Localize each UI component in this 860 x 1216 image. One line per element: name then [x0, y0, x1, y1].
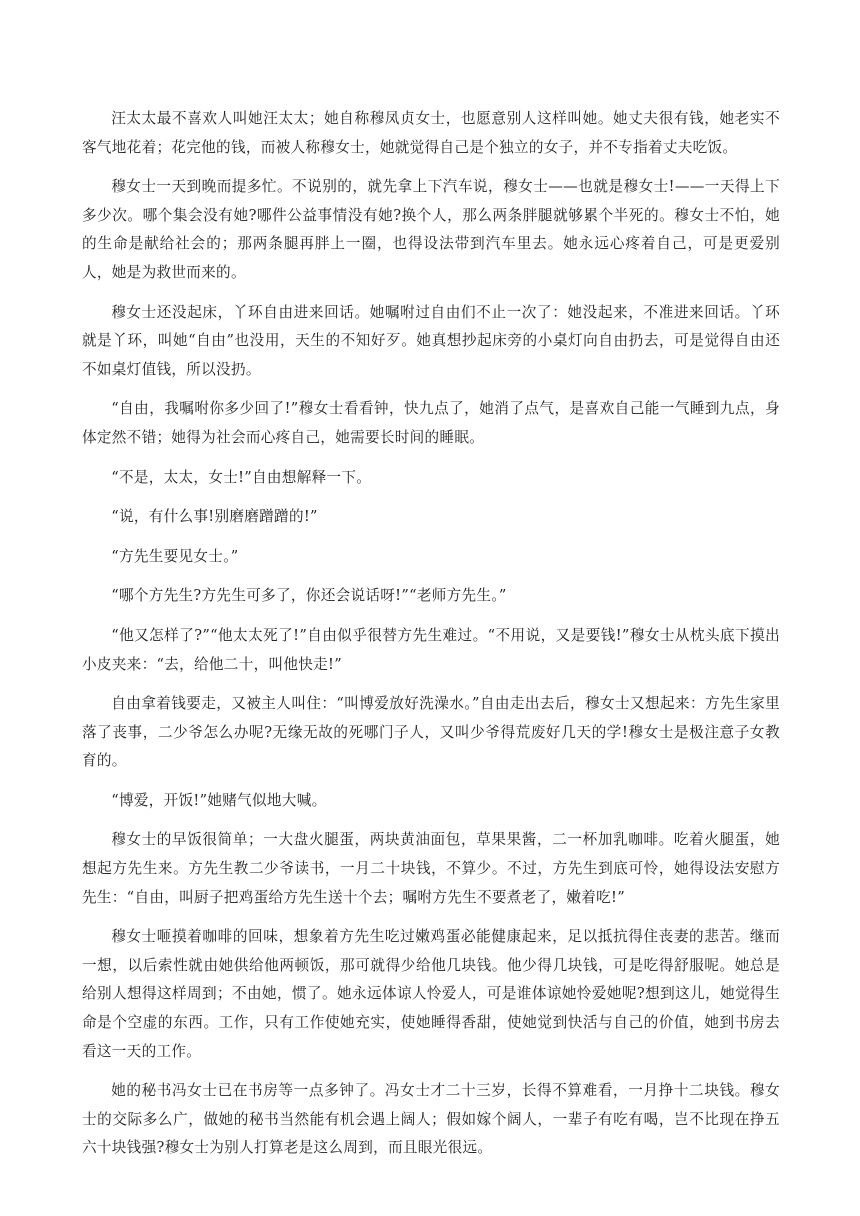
- document-body: [82, 105, 780, 1174]
- paragraph: 穆女士咂摸着咖啡的回味，想象着方先生吃过嫩鸡蛋必能健康起来，足以抵抗得住丧妻的悲苦。继而一想，以后索性就由她供给他两顿饭，那可就得少给他几块钱。他少得几块钱，可是吃得舒服呢。她总是给别人想得这样周到；不由她，惯了。她永远体谅人怜爱人，可是谁体谅她怜爱她呢?想到这儿，她觉得生命是个空虚的东西。工作，只有工作使她充实，使她睡得香甜，使她觉到快活与自己的价值，她到书房去看这一天的工作。: [82, 928, 780, 1060]
- paragraph: “说，有什么事!别磨磨蹭蹭的!”: [111, 508, 318, 526]
- paragraph: 她的秘书冯女士已在书房等一点多钟了。冯女士才二十三岁，长得不算难看，一月挣十二块钱。穆女士的交际多么广，做她的秘书当然能有机会遇上阔人；假如嫁个阔人，一辈子有吃有喝，岂不比现在挣五六十块钱强?穆女士为别人打算老是这么周到，而且眼光很远。: [82, 1082, 780, 1157]
- paragraph: “不是，太太，女士!”自由想解释一下。: [111, 468, 372, 486]
- paragraph: “自由，我嘱咐你多少回了!”穆女士看看钟，快九点了，她消了点气，是喜欢自己能一气睡到九点，身体定然不错；她得为社会而心疼自己，她需要长时间的睡眠。: [82, 400, 780, 446]
- paragraph: 穆女士还没起床，丫环自由进来回话。她嘱咐过自由们不止一次了：她没起来，不准进来回话。丫环就是丫环，叫她“自由”也没用，天生的不知好歹。她真想抄起床旁的小桌灯向自由扔去，可是觉得自由还不如桌灯值钱，所以没扔。: [82, 303, 780, 378]
- paragraph: 穆女士一天到晚而提多忙。不说别的，就先拿上下汽车说，穆女士——也就是穆女士!——一天得上下多少次。哪个集会没有她?哪件公益事情没有她?换个人，那么两条胖腿就够累个半死的。穆女士不怕，她的生命是献给社会的；那两条腿再胖上一圈，也得设法带到汽车里去。她永远心疼着自己，可是更爱别人，她是为救世而来的。: [82, 178, 780, 281]
- paragraph: “方先生要见女士。”: [111, 547, 239, 565]
- paragraph: 自由拿着钱要走，又被主人叫住：“叫博爱放好洗澡水。”自由走出去后，穆女士又想起来：方先生家里落了丧事，二少爷怎么办呢?无缘无故的死哪门子人，又叫少爷得荒废好几天的学!穆女士是极注意子女教育的。: [82, 695, 780, 770]
- paragraph: “博爱，开饭!”她赌气似地大喊。: [111, 791, 327, 809]
- paragraph: 穆女士的早饭很简单；一大盘火腿蛋，两块黄油面包，草果果酱，二一杯加乳咖啡。吃着火腿蛋，她想起方先生来。方先生教二少爷读书，一月二十块钱，不算少。不过，方先生到底可怜，她得设法安慰方先生：“自由，叫厨子把鸡蛋给方先生送十个去；嘱咐方先生不要煮老了，嫩着吃!”: [82, 831, 780, 906]
- paragraph: “哪个方先生?方先生可多了，你还会说话呀!”“老师方先生。”: [111, 587, 507, 605]
- paragraph: “他又怎样了?”“他太太死了!”自由似乎很替方先生难过。“不用说，又是要钱!”穆女士从枕头底下摸出小皮夹来：“去，给他二十，叫他快走!”: [82, 626, 780, 673]
- paragraph: 汪太太最不喜欢人叫她汪太太；她自称穆凤贞女士，也愿意别人这样叫她。她丈夫很有钱，她老实不客气地花着；花完他的钱，而被人称穆女士，她就觉得自己是个独立的女子，并不专指着丈夫吃饭。: [82, 110, 780, 156]
